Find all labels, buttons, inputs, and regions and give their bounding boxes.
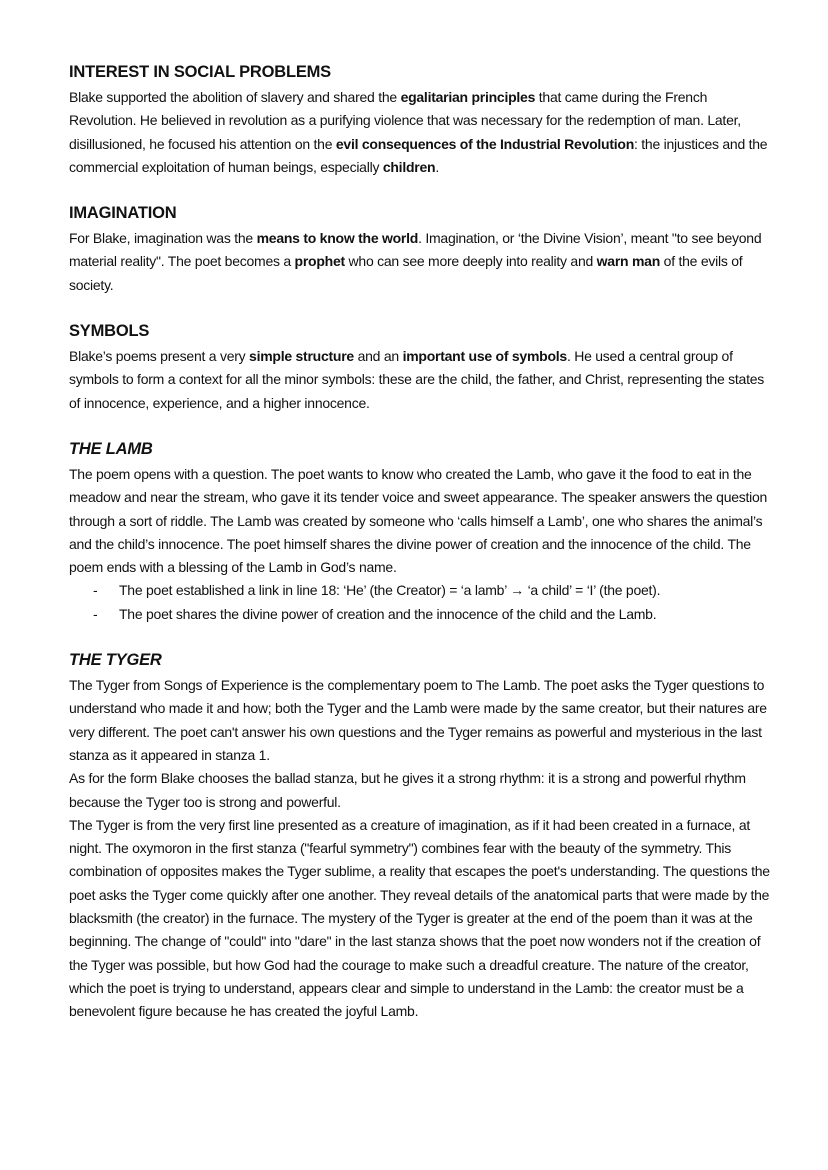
bullet-list	[69, 579, 774, 626]
text: Blake supported the abolition of slavery and shared the	[69, 89, 401, 105]
section-heading: IMAGINATION	[69, 204, 177, 223]
paragraph	[69, 814, 774, 1024]
section	[69, 201, 774, 297]
bullet-dash-icon: -	[93, 605, 98, 622]
bold-text: simple structure	[249, 348, 354, 365]
text: . Imagination, or ‘the Divine Vision’, meant "to see beyond material reality". The poet becomes a	[69, 230, 762, 270]
list-item	[93, 579, 774, 602]
paragraph	[69, 345, 774, 415]
bold-text: warn man	[596, 253, 661, 270]
list-item-text: The poet shares the divine power of creation and the innocence of the child and the Lamb.	[119, 605, 657, 622]
bold-text: egalitarian principles	[400, 89, 536, 105]
section-heading: SYMBOLS	[69, 322, 150, 341]
bold-text: prophet	[294, 253, 345, 270]
text: who can see more deeply into reality and	[344, 253, 597, 270]
section-heading: THE LAMB	[69, 439, 153, 458]
bold-text: children	[382, 158, 436, 175]
text: : the injustices and the commercial exploitation of human beings, especially	[69, 135, 768, 175]
bold-text: evil consequences of the Industrial Revolution	[335, 135, 635, 152]
text: .	[435, 158, 439, 175]
text: The Tyger from Songs of Experience is the complementary poem to The Lamb. The poet asks the Tyger questions to understand who made it and how; both the Tyger and the Lamb were made by the same creator, but their natures are very different. The poet can't answer his own questions and the Tyger remains as powerful and mysterious in the last stanza as it appeared in stanza 1.	[69, 677, 767, 763]
list-item	[93, 603, 774, 626]
paragraph	[69, 227, 774, 297]
text: The Tyger is from the very first line presented as a creature of imagination, as if it had been created in a furnace, at night. The oxymoron in the first stanza ("fearful symmetry") combines fear with the beauty of the symmetry. This combination of opposites makes the Tyger sublime, a reality that escapes the poet's understanding. The questions the poet asks the Tyger come quickly after one another. They reveal details of the anatomical parts that were made by the blacksmith (the creator) in the furnace. The mystery of the Tyger is greater at the end of the poem than it was at the beginning. The change of "could" into "dare" in the last stanza shows that the poet now wonders not if the creation of the Tyger was possible, but how God had the courage to make such a dreadful creature. The nature of the creator, which the poet is trying to understand, appears clear and simple to understand in the Lamb: the creator must be a benevolent figure because he has created the joyful Lamb.	[69, 816, 770, 1020]
text: For Blake, imagination was the	[69, 230, 257, 247]
list-item-text: The poet established a link in line 18: ‘He’ (the Creator) = ‘a lamb’ → ‘a child’ = ‘I’ (the poet).	[119, 582, 661, 599]
section	[69, 319, 774, 415]
paragraph	[69, 674, 774, 767]
section-heading: THE TYGER	[69, 651, 162, 670]
text: Blake’s poems present a very	[69, 348, 250, 365]
text: that came during the French Revolution. He believed in revolution as a purifying violence that was necessary for the redemption of man. Later, disillusioned, he focused his attention on the	[69, 89, 741, 152]
bold-text: means to know the world	[256, 230, 419, 247]
section	[69, 60, 774, 179]
section	[69, 648, 774, 1023]
paragraph	[69, 86, 774, 179]
section	[69, 437, 774, 626]
text: As for the form Blake chooses the ballad stanza, but he gives it a strong rhythm: it is a strong and powerful rhythm because the Tyger too is strong and powerful.	[69, 770, 746, 810]
paragraph	[69, 767, 774, 814]
text: of the evils of society.	[69, 253, 743, 293]
text: The poem opens with a question. The poet wants to know who created the Lamb, who gave it the food to eat in the meadow and near the stream, who gave it its tender voice and sweet appearance. The speaker answers the question through a sort of riddle. The Lamb was created by someone who ‘calls himself a Lamb’, one who shares the animal’s and the child’s innocence. The poet himself shares the divine power of creation and the innocence of the child. The poem ends with a blessing of the Lamb in God’s name.	[69, 465, 768, 576]
section-heading: INTEREST IN SOCIAL PROBLEMS	[69, 63, 331, 81]
text: . He used a central group of symbols to form a context for all the minor symbols: these are the child, the father, and Christ, representing the states of innocence, experience, and a higher innocence.	[69, 348, 764, 411]
text: and an	[353, 348, 403, 365]
bullet-dash-icon: -	[93, 582, 98, 599]
paragraph	[69, 463, 774, 579]
document-page	[69, 60, 774, 1046]
bold-text: important use of symbols	[402, 348, 567, 365]
